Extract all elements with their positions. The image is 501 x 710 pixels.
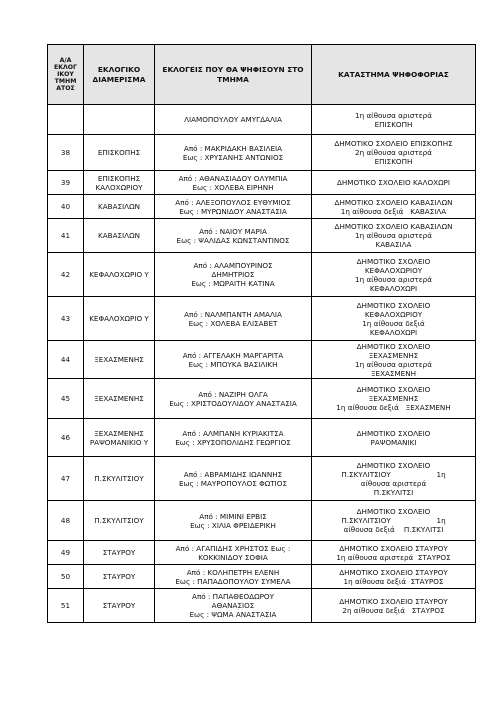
cell-voters <box>155 171 312 195</box>
table-row <box>48 341 476 379</box>
voters-line: Από : ΜΙΜΙΝΙ ΕΡΒΙΣ <box>199 511 267 521</box>
place-line: 1η αίθουσα δεξιά ΞΕΧΑΣΜΕΝΗ <box>336 403 451 412</box>
cell-voters <box>155 297 312 341</box>
cell-department: ΞΕΧΑΣΜΕΝΗΣ <box>84 341 155 379</box>
cell-place <box>312 379 476 419</box>
voters-line: Από : ΝΑΖΙΡΗ ΟΛΓΑ <box>198 389 268 399</box>
table-body <box>48 105 476 623</box>
cell-voters <box>155 105 312 135</box>
voters-line: Εως : ΧΟΛΕΒΑ ΕΙΡΗΝΗ <box>192 182 274 192</box>
place-line: 1η αίθουσα δεξιά ΚΑΒΑΣΙΛΑ <box>340 206 447 216</box>
voters-line: Από : ΝΑΛΜΠΑΝΤΗ ΑΜΑΛΙΑ <box>184 309 282 319</box>
voters-line: Εως : ΜΑΥΡΟΠΟΥΛΟΣ ΦΩΤΙΟΣ <box>179 478 287 488</box>
place-line: ΔΗΜΟΤΙΚΟ ΣΧΟΛΕΙΟ ΕΠΙΣΚΟΠΗΣ <box>334 139 453 148</box>
table-row <box>48 135 476 171</box>
cell-aa <box>48 105 84 135</box>
voters-line: Εως : ΜΠΟΥΚΑ ΒΑΣΙΛΙΚΗ <box>188 359 278 369</box>
voters-line: Από : ΑΛΜΠΑΝΗ ΚΥΡΙΑΚΙΤΣΑ <box>182 428 284 438</box>
place-line: ΔΗΜΟΤΙΚΟ ΣΧΟΛΕΙΟ ΣΤΑΥΡΟΥ <box>339 567 448 577</box>
place-line: 1η αίθουσα αριστερά <box>355 359 432 369</box>
place-line: 1η αίθουσα αριστερά <box>355 231 432 240</box>
place-line: ΔΗΜΟΤΙΚΟ ΣΧΟΛΕΙΟ <box>356 256 431 266</box>
cell-aa: 48 <box>48 501 84 541</box>
header-department: ΕΚΛΟΓΙΚΟ ΔΙΑΜΕΡΙΣΜΑ <box>84 45 155 105</box>
voters-line: Εως : ΧΡΥΣΑΝΗΣ ΑΝΤΩΝΙΟΣ <box>182 152 284 162</box>
place-line: Π.ΣΚΥΛΙΤΣΙ <box>373 487 414 497</box>
cell-aa: 38 <box>48 135 84 171</box>
cell-department: ΚΕΦΑΛΟΧΩΡΙΟ Υ <box>84 297 155 341</box>
place-line: ΔΗΜΟΤΙΚΟ ΣΧΟΛΕΙΟ <box>356 507 431 516</box>
cell-place <box>312 171 476 195</box>
polling-stations-table <box>47 44 476 623</box>
cell-aa: 49 <box>48 541 84 565</box>
cell-department: ΕΠΙΣΚΟΠΗΣ ΚΑΛΟΧΩΡΙΟΥ <box>84 171 155 195</box>
place-line: ΚΕΦΑΛΟΧΩΡΙΟΥ <box>364 265 423 275</box>
cell-department: ΚΕΦΑΛΟΧΩΡΙΟ Υ <box>84 253 155 297</box>
voters-line: Εως : ΧΟΛΕΒΑ ΕΛΙΣΑΒΕΤ <box>188 318 278 328</box>
cell-aa: 39 <box>48 171 84 195</box>
cell-place <box>312 457 476 501</box>
header-aa: Α/Α ΕΚΛΟΓ ΙΚΟΥ ΤΜΗΜ ΑΤΟΣ <box>48 45 84 105</box>
cell-voters <box>155 195 312 219</box>
cell-department: ΣΤΑΥΡΟΥ <box>84 541 155 565</box>
place-line: αίθουσα δεξιά Π.ΣΚΥΛΙΤΣΙ <box>343 525 444 534</box>
place-line: 2η αίθουσα δεξιά ΣΤΑΥΡΟΣ <box>342 605 445 615</box>
place-line: αίθουσα αριστερά <box>360 478 427 488</box>
place-line: ΚΕΦΑΛΟΧΩΡΙ <box>369 327 418 337</box>
place-line: 1η αίθουσα δεξιά <box>362 318 425 328</box>
place-line: ΔΗΜΟΤΙΚΟ ΣΧΟΛΕΙΟ <box>356 341 431 351</box>
cell-department: ΣΤΑΥΡΟΥ <box>84 565 155 589</box>
voters-line: Εως : ΜΥΡΩΝΙΔΟΥ ΑΝΑΣΤΑΣΙΑ <box>179 206 287 216</box>
voters-line: Εως : ΠΑΠΑΔΟΠΟΥΛΟΥ ΣΥΜΕΛΑ <box>175 576 291 586</box>
voters-line: Από : ΝΑΙΟΥ ΜΑΡΙΑ <box>199 226 267 236</box>
voters-line: Από : ΑΘΑΝΑΣΙΑΔΟΥ ΟΛΥΜΠΙΑ <box>178 173 288 183</box>
header-place: ΚΑΤΑΣΤΗΜΑ ΨΗΦΟΦΟΡΙΑΣ <box>312 45 476 105</box>
place-line: ΚΕΦΑΛΟΧΩΡΙΟΥ <box>364 309 423 319</box>
voters-line: Εως : ΧΡΥΣΟΠΟΛΙΔΗΣ ΓΕΩΡΓΙΟΣ <box>175 437 291 447</box>
cell-department: Π.ΣΚΥΛΙΤΣΙΟΥ <box>84 501 155 541</box>
cell-voters <box>155 501 312 541</box>
cell-aa: 40 <box>48 195 84 219</box>
place-line: ΔΗΜΟΤΙΚΟ ΣΧΟΛΕΙΟ ΣΤΑΥΡΟΥ <box>339 596 448 606</box>
table-row <box>48 419 476 457</box>
cell-aa: 44 <box>48 341 84 379</box>
table-row <box>48 219 476 253</box>
cell-place <box>312 135 476 171</box>
place-line: ΡΑΨΟΜΑΝΙΚΙ <box>370 437 417 447</box>
place-line: ΔΗΜΟΤΙΚΟ ΣΧΟΛΕΙΟ <box>356 300 431 310</box>
cell-aa: 50 <box>48 565 84 589</box>
cell-place <box>312 195 476 219</box>
voters-line: Εως : ΜΩΡΑΙΤΗ ΚΑΤΙΝΑ <box>191 279 275 288</box>
voters-line: ΚΟΚΚΙΝΙΔΟΥ ΣΟΦΙΑ <box>198 552 268 562</box>
voters-line: Από : ΑΓΓΕΛΑΚΗ ΜΑΡΓΑΡΙΤΑ <box>182 350 284 360</box>
cell-place <box>312 341 476 379</box>
voters-line: Από : ΑΛΑΜΠΟΥΡΙΝΟΣ <box>193 261 273 270</box>
cell-place <box>312 105 476 135</box>
place-line: ΞΕΧΑΣΜΕΝΗΣ <box>368 394 419 403</box>
place-line: 2η αίθουσα αριστερά <box>355 148 432 157</box>
cell-aa: 42 <box>48 253 84 297</box>
cell-aa: 41 <box>48 219 84 253</box>
cell-voters <box>155 419 312 457</box>
place-line: ΔΗΜΟΤΙΚΟ ΣΧΟΛΕΙΟ <box>356 428 431 438</box>
table-row <box>48 565 476 589</box>
cell-department <box>84 105 155 135</box>
voters-line: ΛΙΑΜΟΠΟΥΛΟΥ ΑΜΥΓΔΑΛΙΑ <box>184 115 282 124</box>
header-row <box>48 45 476 105</box>
voters-line: Εως : ΨΩΜΑ ΑΝΑΣΤΑΣΙΑ <box>189 610 277 619</box>
voters-line: Εως : ΨΑΛΙΔΑΣ ΚΩΝΣΤΑΝΤΙΝΟΣ <box>176 235 290 245</box>
cell-voters <box>155 253 312 297</box>
cell-aa: 46 <box>48 419 84 457</box>
place-line: 1η αίθουσα αριστερά <box>355 110 432 120</box>
table-row <box>48 457 476 501</box>
cell-department: ΞΕΧΑΣΜΕΝΗΣ <box>84 379 155 419</box>
cell-department: ΚΑΒΑΣΙΛΩΝ <box>84 219 155 253</box>
cell-aa: 47 <box>48 457 84 501</box>
place-line: ΔΗΜΟΤΙΚΟ ΣΧΟΛΕΙΟ ΚΑΛΟΧΩΡΙ <box>336 178 451 187</box>
place-line: Π.ΣΚΥΛΙΤΣΙΟΥ 1η <box>341 516 446 525</box>
place-line: ΞΕΧΑΣΜΕΝΗΣ <box>368 350 419 360</box>
place-line: 1η αίθουσα δεξιά ΣΤΑΥΡΟΣ <box>343 576 444 586</box>
table-row <box>48 297 476 341</box>
table-row <box>48 171 476 195</box>
voters-line: Από : ΚΟΛΗΠΕΤΡΗ ΕΛΕΝΗ <box>186 567 280 577</box>
cell-place <box>312 297 476 341</box>
cell-department: ΕΠΙΣΚΟΠΗΣ <box>84 135 155 171</box>
cell-place <box>312 501 476 541</box>
table-row <box>48 501 476 541</box>
cell-department: ΞΕΧΑΣΜΕΝΗΣ ΡΑΨΟΜΑΝΙΚΙΟ Υ <box>84 419 155 457</box>
place-line: ΞΕΧΑΣΜΕΝΗ <box>371 368 416 378</box>
table-row <box>48 589 476 623</box>
place-line: 1η αίθουσα αριστερά <box>355 274 432 284</box>
place-line: ΔΗΜΟΤΙΚΟ ΣΧΟΛΕΙΟ ΣΤΑΥΡΟΥ <box>339 543 448 553</box>
cell-department: ΚΑΒΑΣΙΛΩΝ <box>84 195 155 219</box>
cell-department: ΣΤΑΥΡΟΥ <box>84 589 155 623</box>
voters-line: Εως : ΧΙΛΙΑ ΦΡΕΙΔΕΡΙΚΗ <box>190 520 276 530</box>
cell-department: Π.ΣΚΥΛΙΤΣΙΟΥ <box>84 457 155 501</box>
table-row <box>48 105 476 135</box>
table-row <box>48 253 476 297</box>
table-row <box>48 379 476 419</box>
cell-voters <box>155 457 312 501</box>
place-line: ΔΗΜΟΤΙΚΟ ΣΧΟΛΕΙΟ <box>356 385 431 394</box>
cell-aa: 51 <box>48 589 84 623</box>
place-line: ΚΕΦΑΛΟΧΩΡΙ <box>369 283 418 293</box>
cell-place <box>312 565 476 589</box>
cell-aa: 43 <box>48 297 84 341</box>
voters-line: Από : ΑΒΡΑΜΙΔΗΣ ΙΩΑΝΝΗΣ <box>183 469 283 479</box>
place-line: ΚΑΒΑΣΙΛΑ <box>375 240 412 249</box>
cell-voters <box>155 379 312 419</box>
cell-aa: 45 <box>48 379 84 419</box>
voters-line: Από : ΑΓΑΠΙΔΗΣ ΧΡΗΣΤΟΣ Εως : <box>175 543 291 553</box>
table-row <box>48 195 476 219</box>
cell-place <box>312 419 476 457</box>
place-line: ΕΠΙΣΚΟΠΗ <box>374 157 413 166</box>
place-line: ΕΠΙΣΚΟΠΗ <box>374 119 413 129</box>
place-line: ΔΗΜΟΤΙΚΟ ΣΧΟΛΕΙΟ <box>356 460 431 470</box>
voters-line: ΔΗΜΗΤΡΙΟΣ <box>211 270 255 279</box>
cell-voters <box>155 589 312 623</box>
cell-voters <box>155 341 312 379</box>
voters-line: Εως : ΧΡΙΣΤΟΔΟΥΛΙΔΟΥ ΑΝΑΣΤΑΣΙΑ <box>169 398 297 408</box>
cell-voters <box>155 219 312 253</box>
cell-voters <box>155 541 312 565</box>
cell-place <box>312 253 476 297</box>
voters-line: Από : ΑΛΕΞΟΠΟΥΛΟΣ ΕΥΘΥΜΙΟΣ <box>175 197 291 207</box>
place-line: Π.ΣΚΥΛΙΤΣΙΟΥ 1η <box>341 469 446 479</box>
table-row <box>48 541 476 565</box>
voters-line: ΑΘΑΝΑΣΙΟΣ <box>211 601 255 610</box>
place-line: ΔΗΜΟΤΙΚΟ ΣΧΟΛΕΙΟ ΚΑΒΑΣΙΛΩΝ <box>334 197 453 207</box>
place-line: ΔΗΜΟΤΙΚΟ ΣΧΟΛΕΙΟ ΚΑΒΑΣΙΛΩΝ <box>334 222 453 231</box>
cell-voters <box>155 135 312 171</box>
cell-voters <box>155 565 312 589</box>
voters-line: Από : ΠΑΠΑΘΕΟΔΩΡΟΥ <box>192 592 274 601</box>
voters-line: Από : ΜΑΚΡΙΔΑΚΗ ΒΑΣΙΛΕΙΑ <box>183 143 283 153</box>
header-voters: ΕΚΛΟΓΕΙΣ ΠΟΥ ΘΑ ΨΗΦΙΣΟΥΝ ΣΤΟ ΤΜΗΜΑ <box>155 45 312 105</box>
place-line: 1η αίθουσα αριστερά ΣΤΑΥΡΟΣ <box>336 552 451 562</box>
cell-place <box>312 589 476 623</box>
cell-place <box>312 219 476 253</box>
cell-place <box>312 541 476 565</box>
